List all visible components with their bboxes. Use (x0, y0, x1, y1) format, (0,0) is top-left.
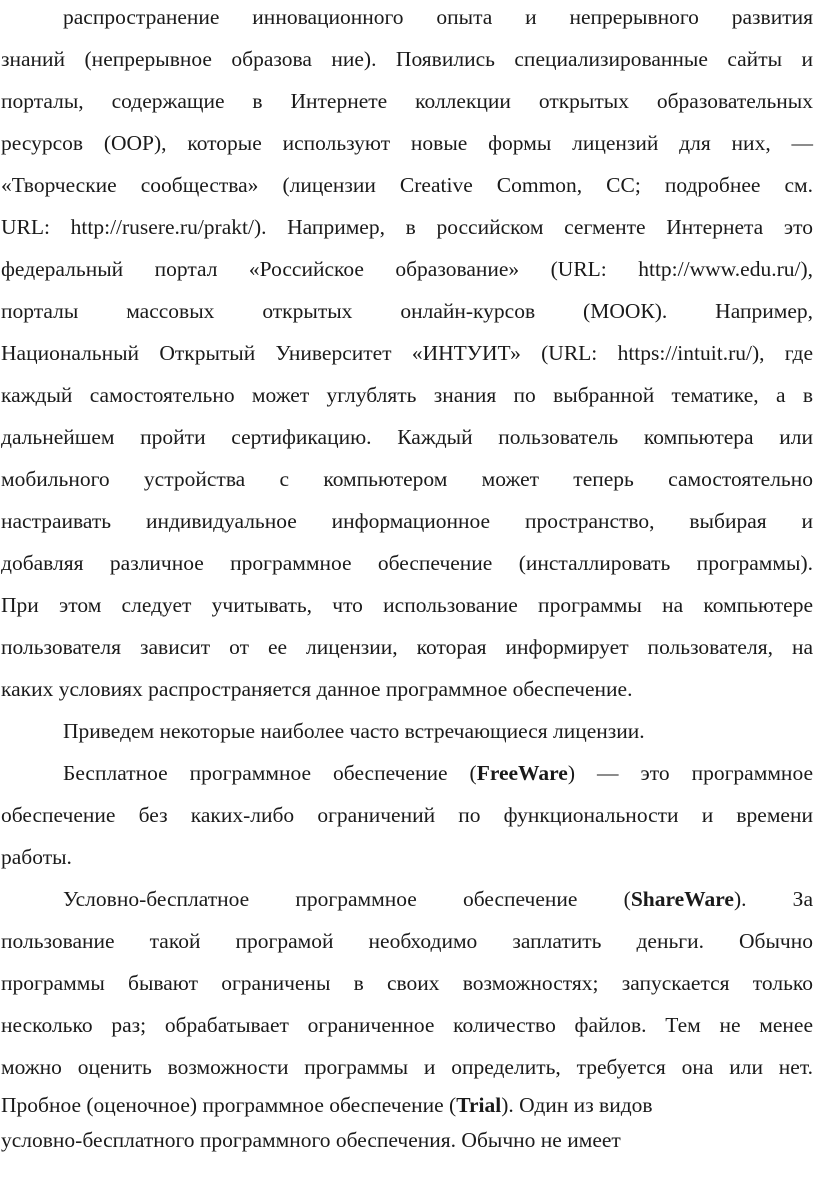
text-segment: Бесплатное программное обеспечение ( (63, 761, 477, 785)
text-line: Приведем некоторые наиболее часто встречающиеся лицензии. (63, 719, 645, 743)
text-line: каждый самостоятельно может углублять знания по выбранной тематике, а в (1, 383, 813, 407)
text-line (1, 752, 813, 794)
text-line: можно оценить возможности программы и определить, требуется она или нет. (1, 1055, 813, 1079)
text-line (1, 878, 813, 920)
text-segment: Условно-бесплатное программное обеспечение ( (63, 887, 631, 911)
text-line: Национальный Открытый Университет «ИНТУИТ» (URL: https://intuit.ru/), где (1, 341, 813, 365)
text-line: При этом следует учитывать, что использование программы на компьютере (1, 593, 813, 617)
text-line: настраивать индивидуальное информационное пространство, выбирая и (1, 509, 813, 533)
text-line: федеральный портал «Российское образование» (URL: http://www.edu.ru/), (1, 257, 813, 281)
text-line: URL: http://rusere.ru/prakt/). Например, в российском сегменте Интернета это (1, 215, 813, 239)
text-line: добавляя различное программное обеспечение (инсталлировать программы). (1, 551, 813, 575)
text-segment: ) — это программное (567, 761, 813, 785)
text-line: обеспечение без каких-либо ограничений по функциональности и времени (1, 803, 813, 827)
text-line: пользование такой програмой необходимо заплатить деньги. Обычно (1, 929, 813, 953)
license-term-freeware: FreeWare (476, 761, 568, 785)
text-line: мобильного устройства с компьютером может теперь самостоятельно (1, 467, 813, 491)
text-line: пользователя зависит от ее лицензии, которая информирует пользователя, на (1, 635, 813, 659)
text-line: «Творческие сообщества» (лицензии Creative Common, CC; подробнее см. (1, 173, 813, 197)
license-term-trial: Trial (456, 1093, 502, 1117)
text-segment: Пробное (оценочное) программное обеспечение ( (1, 1093, 457, 1117)
text-line (1, 1088, 813, 1123)
text-segment: ). Один из видов (501, 1093, 653, 1117)
text-line: ресурсов (ООР), которые используют новые формы лицензий для них, — (1, 131, 813, 155)
text-segment: ). За (733, 887, 813, 911)
text-line: условно-бесплатного программного обеспечения. Обычно не имеет (1, 1128, 621, 1152)
text-line: программы бывают ограничены в своих возможностях; запускается только (1, 971, 813, 995)
text-line: порталы массовых открытых онлайн-курсов (МООК). Например, (1, 299, 813, 323)
text-line: каких условиях распространяется данное программное обеспечение. (1, 677, 633, 701)
license-term-shareware: ShareWare (630, 887, 734, 911)
document-body (1, 0, 813, 1158)
text-line: несколько раз; обрабатывает ограниченное количество файлов. Тем не менее (1, 1013, 813, 1037)
text-line: работы. (1, 845, 72, 869)
text-line: порталы, содержащие в Интернете коллекции открытых образовательных (1, 89, 813, 113)
text-line: знаний (непрерывное образова ние). Появились специализированные сайты и (1, 47, 813, 71)
text-line: дальнейшем пройти сертификацию. Каждый пользователь компьютера или (1, 425, 813, 449)
text-line: распространение инновационного опыта и непрерывного развития (63, 5, 813, 29)
